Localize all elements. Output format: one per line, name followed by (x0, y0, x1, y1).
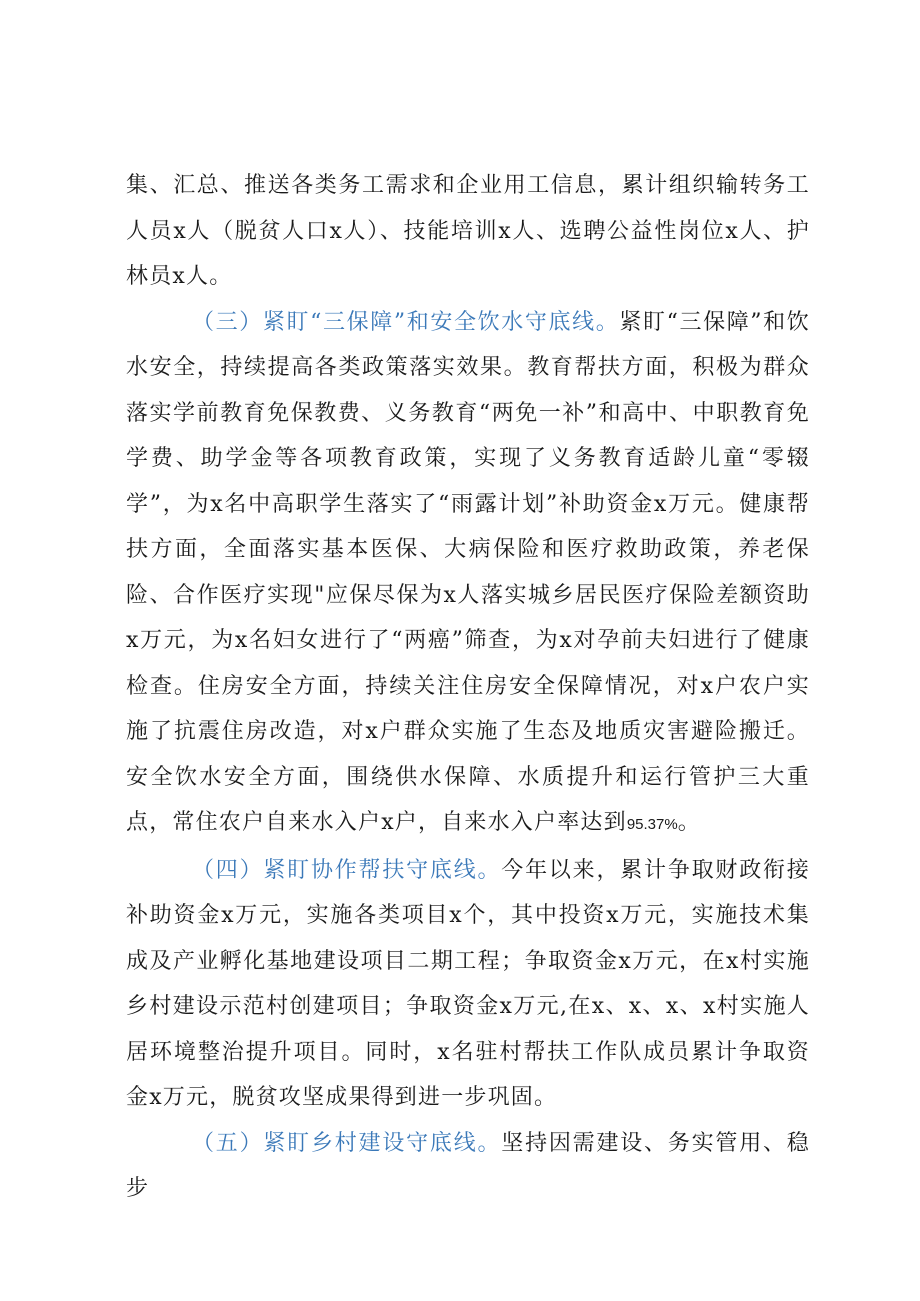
paragraph-rural-construction (126, 1121, 810, 1212)
paragraph-body: 紧盯“三保障”和饮水安全，持续提高各类政策落实效果。教育帮扶方面，积极为群众落实学前教育免保教费、义务教育“两免一补”和高中、中职教育免学费、助学金等各项教育政策，实现了义务教育适龄儿童“零辍学”，为x名中高职学生落实了“雨露计划”补助资金x万元。健康帮扶方面，全面落实基本医保、大病保险和医疗救助政策，养老保险、合作医疗实现"应保尽保为x人落实城乡居民医疗保险差额资助x万元，为x名妇女进行了“两癌”筛查，为x对孕前夫妇进行了健康检查。住房安全方面，持续关注住房安全保障情况，对x户农户实施了抗震住房改造，对x户群众实施了生态及地质灾害避险搬迁。安全饮水安全方面，围绕供水保障、水质提升和运行管护三大重点，常住农户自来水入户x户，自来水入户率达到 (126, 309, 811, 835)
section-heading-4: （四）紧盯协作帮扶守底线。 (192, 857, 502, 883)
paragraph-cooperation (126, 848, 810, 1121)
paragraph-tail: 。 (677, 810, 701, 835)
document-body (126, 163, 810, 1212)
section-heading-5: （五）紧盯乡村建设守底线。 (192, 1130, 502, 1156)
paragraph-body: 集、汇总、推送各类务工需求和企业用工信息，累计组织输转务工人员x人（脱贫人口x人）、技能培训x人、选聘公益性岗位x人、护林员x人。 (126, 173, 810, 289)
paragraph-body: 今年以来，累计争取财政衔接补助资金x万元，实施各类项目x个，其中投资x万元，实施技术集成及产业孵化基地建设项目二期工程；争取资金x万元，在x村实施乡村建设示范村创建项目；争取资金x万元,在x、x、x、x村实施人居环境整治提升项目。同时，x名驻村帮扶工作队成员累计争取资金x万元，脱贫攻坚成果得到进一步巩固。 (126, 857, 810, 1110)
water-coverage-rate: 95.37% (626, 816, 678, 833)
paragraph-continuation (126, 163, 810, 300)
paragraph-body: 坚持因需建设、务实管用、稳步 (126, 1130, 810, 1201)
paragraph-three-guarantees (126, 300, 810, 848)
section-heading-3: （三）紧盯“三保障”和安全饮水守底线。 (192, 309, 620, 335)
